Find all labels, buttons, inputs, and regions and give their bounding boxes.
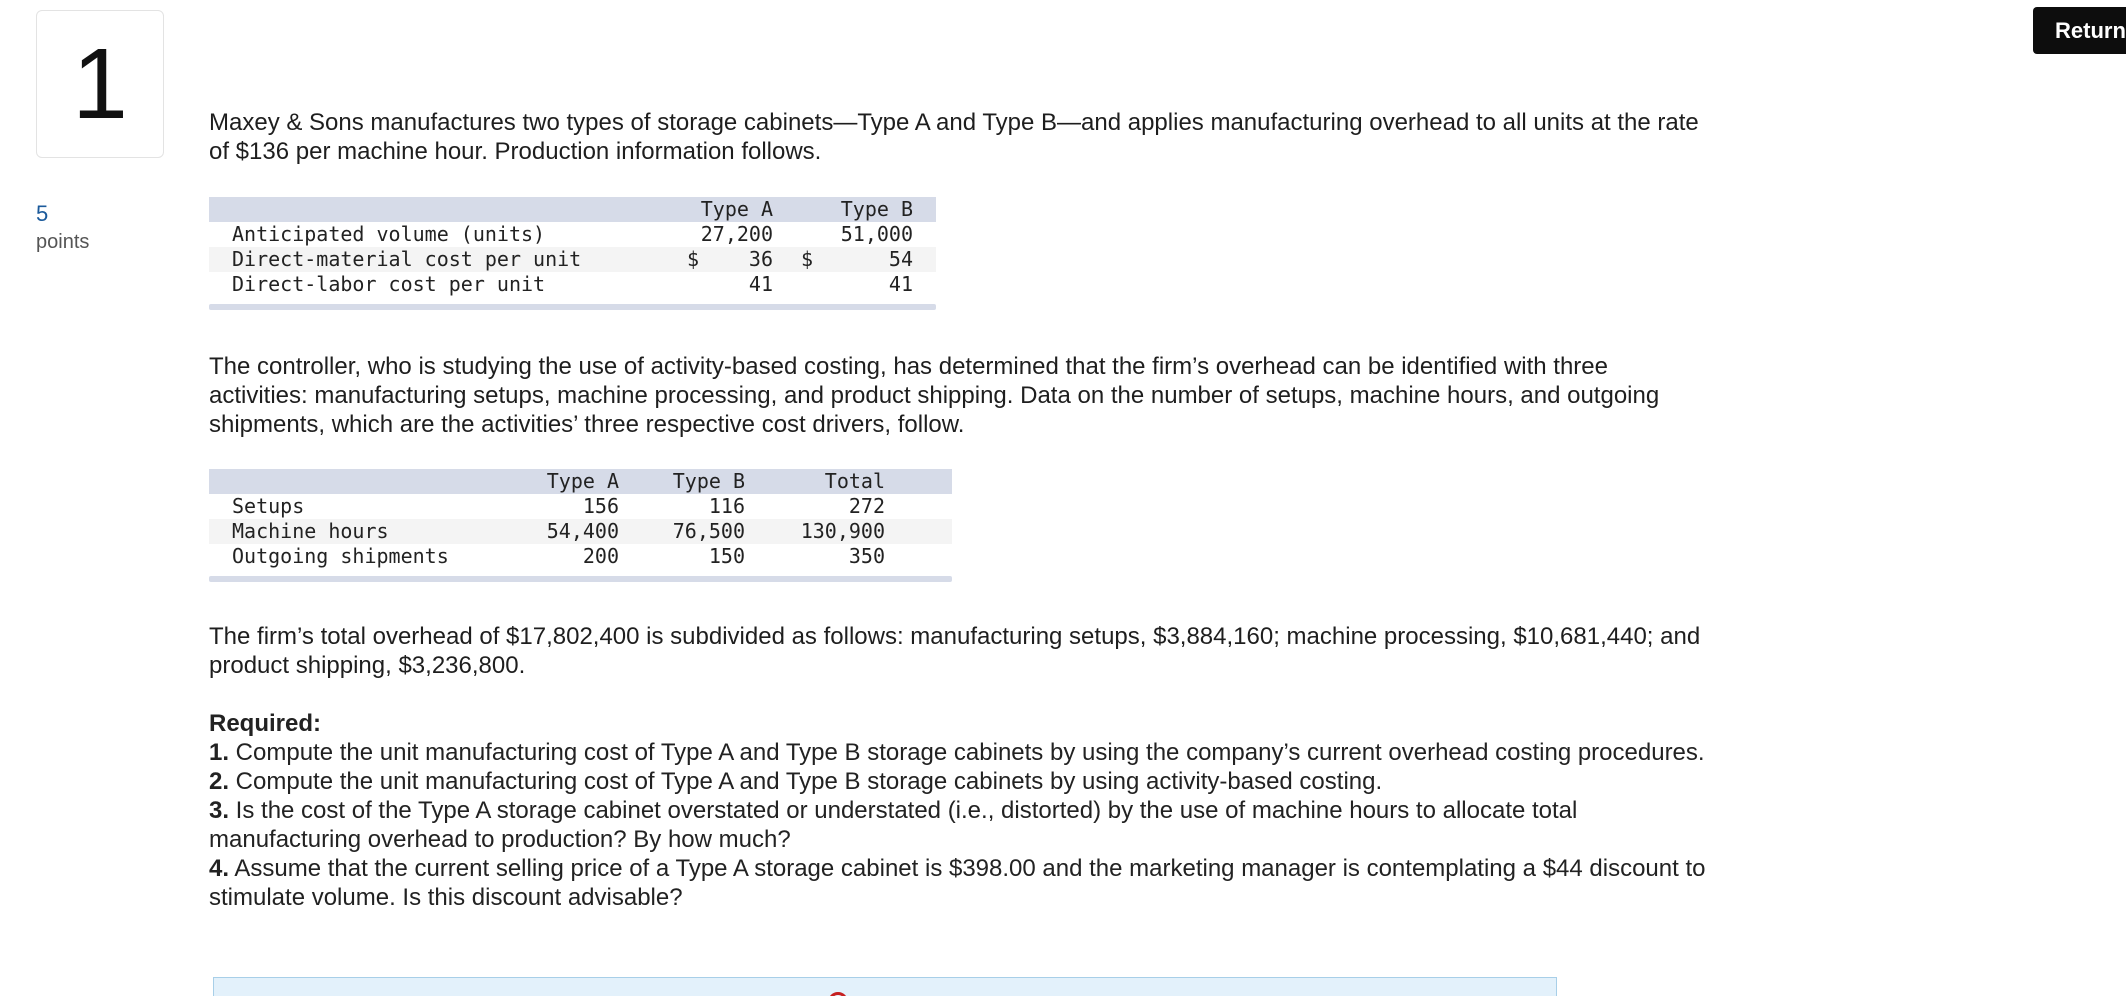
column-header-type-b: Type B [619,469,745,494]
required-section [209,709,1709,912]
production-info-table-wrap [209,197,936,310]
currency-symbol: $ [679,247,699,272]
type-a-value: 27,200 [700,222,773,246]
required-item [209,854,1709,912]
row-label: Anticipated volume (units) [232,222,546,246]
question-number-box [36,10,164,158]
table-bottom-bar [209,304,936,310]
required-item [209,738,1709,767]
table-row [209,272,936,297]
row-label: Setups [232,494,305,518]
required-item-number: 1. [209,739,230,766]
column-header-total: Total [745,469,885,494]
table-row [209,494,952,519]
type-a-value: 36 [699,247,773,272]
row-label: Machine hours [209,519,469,544]
currency-symbol [773,272,813,297]
row-label: Direct-material cost per unit [209,247,679,272]
required-item-number: 3. [209,797,230,824]
controller-paragraph: The controller, who is studying the use of activity-based costing, has determined that the firm’s overhead can be identified with three activities: manufacturing setups, machine processing, and product shipping. Data on the number of setups, machine hours, and outgoing shipments, which are the activities’ three respective cost drivers, follow. [209,353,1660,438]
table-header-row [209,469,952,494]
table-row [209,222,936,247]
type-b-value: 116 [708,494,745,518]
activity-data-table-wrap [209,469,952,582]
type-a-value: 156 [582,494,619,518]
activity-data-table [209,469,952,569]
type-b-value: 76,500 [619,519,745,544]
required-item [209,767,1709,796]
type-a-value: 200 [582,544,619,568]
points-info [36,200,146,256]
required-item-number: 2. [209,768,230,795]
row-label: Outgoing shipments [232,544,449,568]
required-item-number: 4. [209,855,230,882]
required-item-text: Assume that the current selling price of a Type A storage cabinet is $398.00 and the marketing manager is contemplating a $44 discount to stimulate volume. Is this discount advisable? [209,855,1706,911]
total-value: 272 [848,494,885,518]
row-label: Direct-labor cost per unit [232,272,546,296]
type-b-value: 41 [888,272,913,296]
column-header-type-a: Type A [700,197,773,221]
table-row [209,247,936,272]
column-header-type-a: Type A [469,469,619,494]
alert-icon [828,992,848,996]
currency-symbol [679,222,699,247]
total-value: 130,900 [745,519,885,544]
required-item-text: Is the cost of the Type A storage cabinet overstated or understated (i.e., distorted) by the use of machine hours to allocate total manufacturing overhead to production? By how much? [209,797,1578,853]
total-value: 350 [848,544,885,568]
type-b-value: 54 [813,247,913,272]
points-value: 5 [36,201,49,226]
currency-symbol [679,272,699,297]
production-info-table [209,197,936,297]
required-item-text: Compute the unit manufacturing cost of Type A and Type B storage cabinets by using activity-based costing. [229,768,1383,795]
required-item-text: Compute the unit manufacturing cost of Type A and Type B storage cabinets by using the company’s current overhead costing procedures. [229,739,1705,766]
type-a-value: 41 [748,272,773,296]
question-number: 1 [72,28,128,140]
column-header-type-b: Type B [813,197,913,222]
table-row [209,544,952,569]
type-b-value: 150 [708,544,745,568]
points-label: points [36,231,90,253]
currency-symbol [773,222,813,247]
table-bottom-bar [209,576,952,582]
required-item [209,796,1709,854]
type-a-value: 54,400 [469,519,619,544]
type-b-value: 51,000 [840,222,913,246]
overhead-paragraph: The firm’s total overhead of $17,802,400 is subdivided as follows: manufacturing setups, $3,884,160; machine processing, $10,681,440; and product shipping, $3,236,800. [209,623,1701,679]
table-row [209,519,952,544]
required-heading: Required: [209,710,322,737]
intro-paragraph: Maxey & Sons manufactures two types of storage cabinets—Type A and Type B—and applies manufacturing overhead to all units at the rate of $136 per machine hour. Production information follows. [209,109,1699,165]
currency-symbol: $ [773,247,813,272]
answer-panel [213,977,1557,996]
table-header-row [209,197,936,222]
return-button[interactable]: Return [2033,7,2126,54]
